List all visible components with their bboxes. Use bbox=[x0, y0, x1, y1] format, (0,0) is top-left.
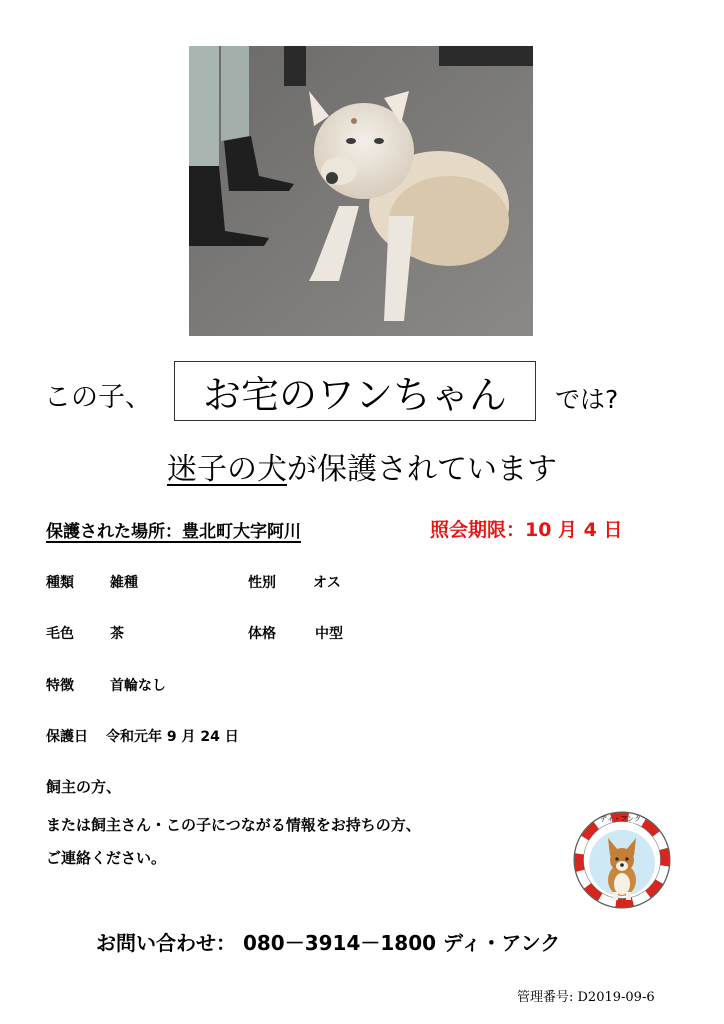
organization-logo bbox=[572, 810, 672, 910]
dog-photo bbox=[189, 46, 533, 336]
feature-label: 特徴 bbox=[46, 678, 74, 694]
message-line-3: ご連絡ください。 bbox=[46, 849, 167, 867]
subheadline bbox=[0, 450, 724, 490]
contact-info: お問い合わせ： 080－3914－1800 ディ・アンク bbox=[96, 931, 561, 955]
color-label: 毛色 bbox=[46, 626, 74, 642]
feature-value: 首輪なし bbox=[110, 678, 166, 694]
management-number: 管理番号: D2019-09-6 bbox=[517, 990, 655, 1005]
headline-prefix: この子、 bbox=[44, 382, 152, 413]
size-value: 中型 bbox=[315, 626, 343, 642]
message-line-2: または飼主さん・この子につながる情報をお持ちの方、 bbox=[46, 816, 421, 834]
sex-value: オス bbox=[313, 575, 341, 591]
subheadline-rest: が保護されています bbox=[287, 452, 557, 487]
subheadline-emphasis: 迷子の犬 bbox=[167, 452, 287, 487]
date-value: 令和元年 9 月 24 日 bbox=[106, 729, 239, 745]
size-label: 体格 bbox=[248, 626, 276, 642]
headline-suffix: では? bbox=[555, 385, 619, 414]
color-value: 茶 bbox=[110, 626, 124, 642]
logo-text: ディ・アンク bbox=[600, 815, 642, 823]
type-label: 種類 bbox=[46, 575, 74, 591]
headline-box bbox=[174, 361, 536, 421]
type-value: 雑種 bbox=[110, 575, 138, 591]
sex-label: 性別 bbox=[248, 575, 276, 591]
inquiry-deadline: 照会期限：10 月 4 日 bbox=[430, 519, 623, 541]
date-label: 保護日 bbox=[46, 729, 88, 745]
headline-main: お宅のワンちゃん bbox=[202, 372, 507, 417]
found-location: 保護された場所：豊北町大字阿川 bbox=[46, 522, 301, 542]
message-line-1: 飼主の方、 bbox=[46, 778, 122, 796]
